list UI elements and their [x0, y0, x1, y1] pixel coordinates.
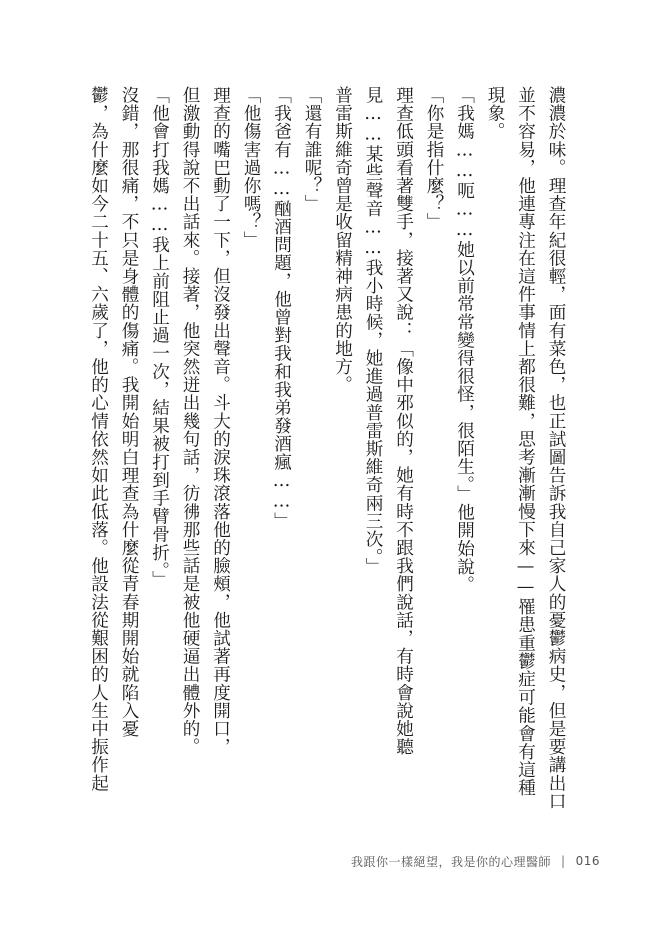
- page-number: 016: [575, 854, 600, 868]
- text-column: 理查低頭看著雙手，接著又說：「像中邪似的，她有時不跟我們說話，有時會說她聽: [393, 86, 414, 756]
- text-column: 但激動得說不出話來。接著，他突然迸出幾句話，彷彿那些話是被他硬逼出體外的。: [180, 86, 200, 756]
- page-footer: [300, 853, 600, 869]
- text-column: 「他會打我媽……我上前阻止過一次，結果被打到手臂骨折。」: [149, 86, 170, 589]
- text-column: 見……某些聲音……我小時候，她進過普雷斯維奇兩三次。」: [363, 86, 383, 576]
- text-column: 「我爸有……酗酒問題，他曾對我和我弟發酒瘋……」: [271, 86, 292, 530]
- text-column: 普雷斯維奇曾是收留精神病患的地方。: [332, 86, 353, 394]
- footer-separator: |: [561, 854, 566, 868]
- text-column: 現象。: [485, 86, 505, 141]
- text-column: 並不容易，他連專注在這件事情上都很難，思考漸漸慢下來——罹患重鬱症可能會有這種: [515, 86, 536, 797]
- running-title: 我跟你一樣絕望，我是你的心理醫師: [351, 854, 552, 869]
- text-column: 「還有誰呢？」: [302, 86, 322, 213]
- text-column: 濃濃於味。理查年紀很輕，面有菜色，也正試圖告訴我自己家人的憂鬱病史，但是要講出口: [546, 86, 566, 810]
- body-text: [83, 86, 571, 826]
- text-column: 「你是指什麼？」: [424, 86, 444, 231]
- text-column: 「他傷害過你嗎？」: [241, 86, 261, 249]
- text-column: 「我媽……呃……她以前常常變得很怪，很陌生。」他開始說。: [454, 86, 475, 594]
- text-column: 理查的嘴巴動了一下，但沒發出聲音。斗大的淚珠滾落他的臉頰，他試著再度開口，: [210, 86, 231, 756]
- text-column: 鬱，為什麼如今二十五、六歲了，他的心情依然如此低落。他設法從艱困的人生中振作起: [88, 86, 109, 792]
- text-column: 沒錯，那很痛，不只是身體的傷痛。我開始明白理查為什麼從青春期開始就陷入憂: [119, 86, 139, 738]
